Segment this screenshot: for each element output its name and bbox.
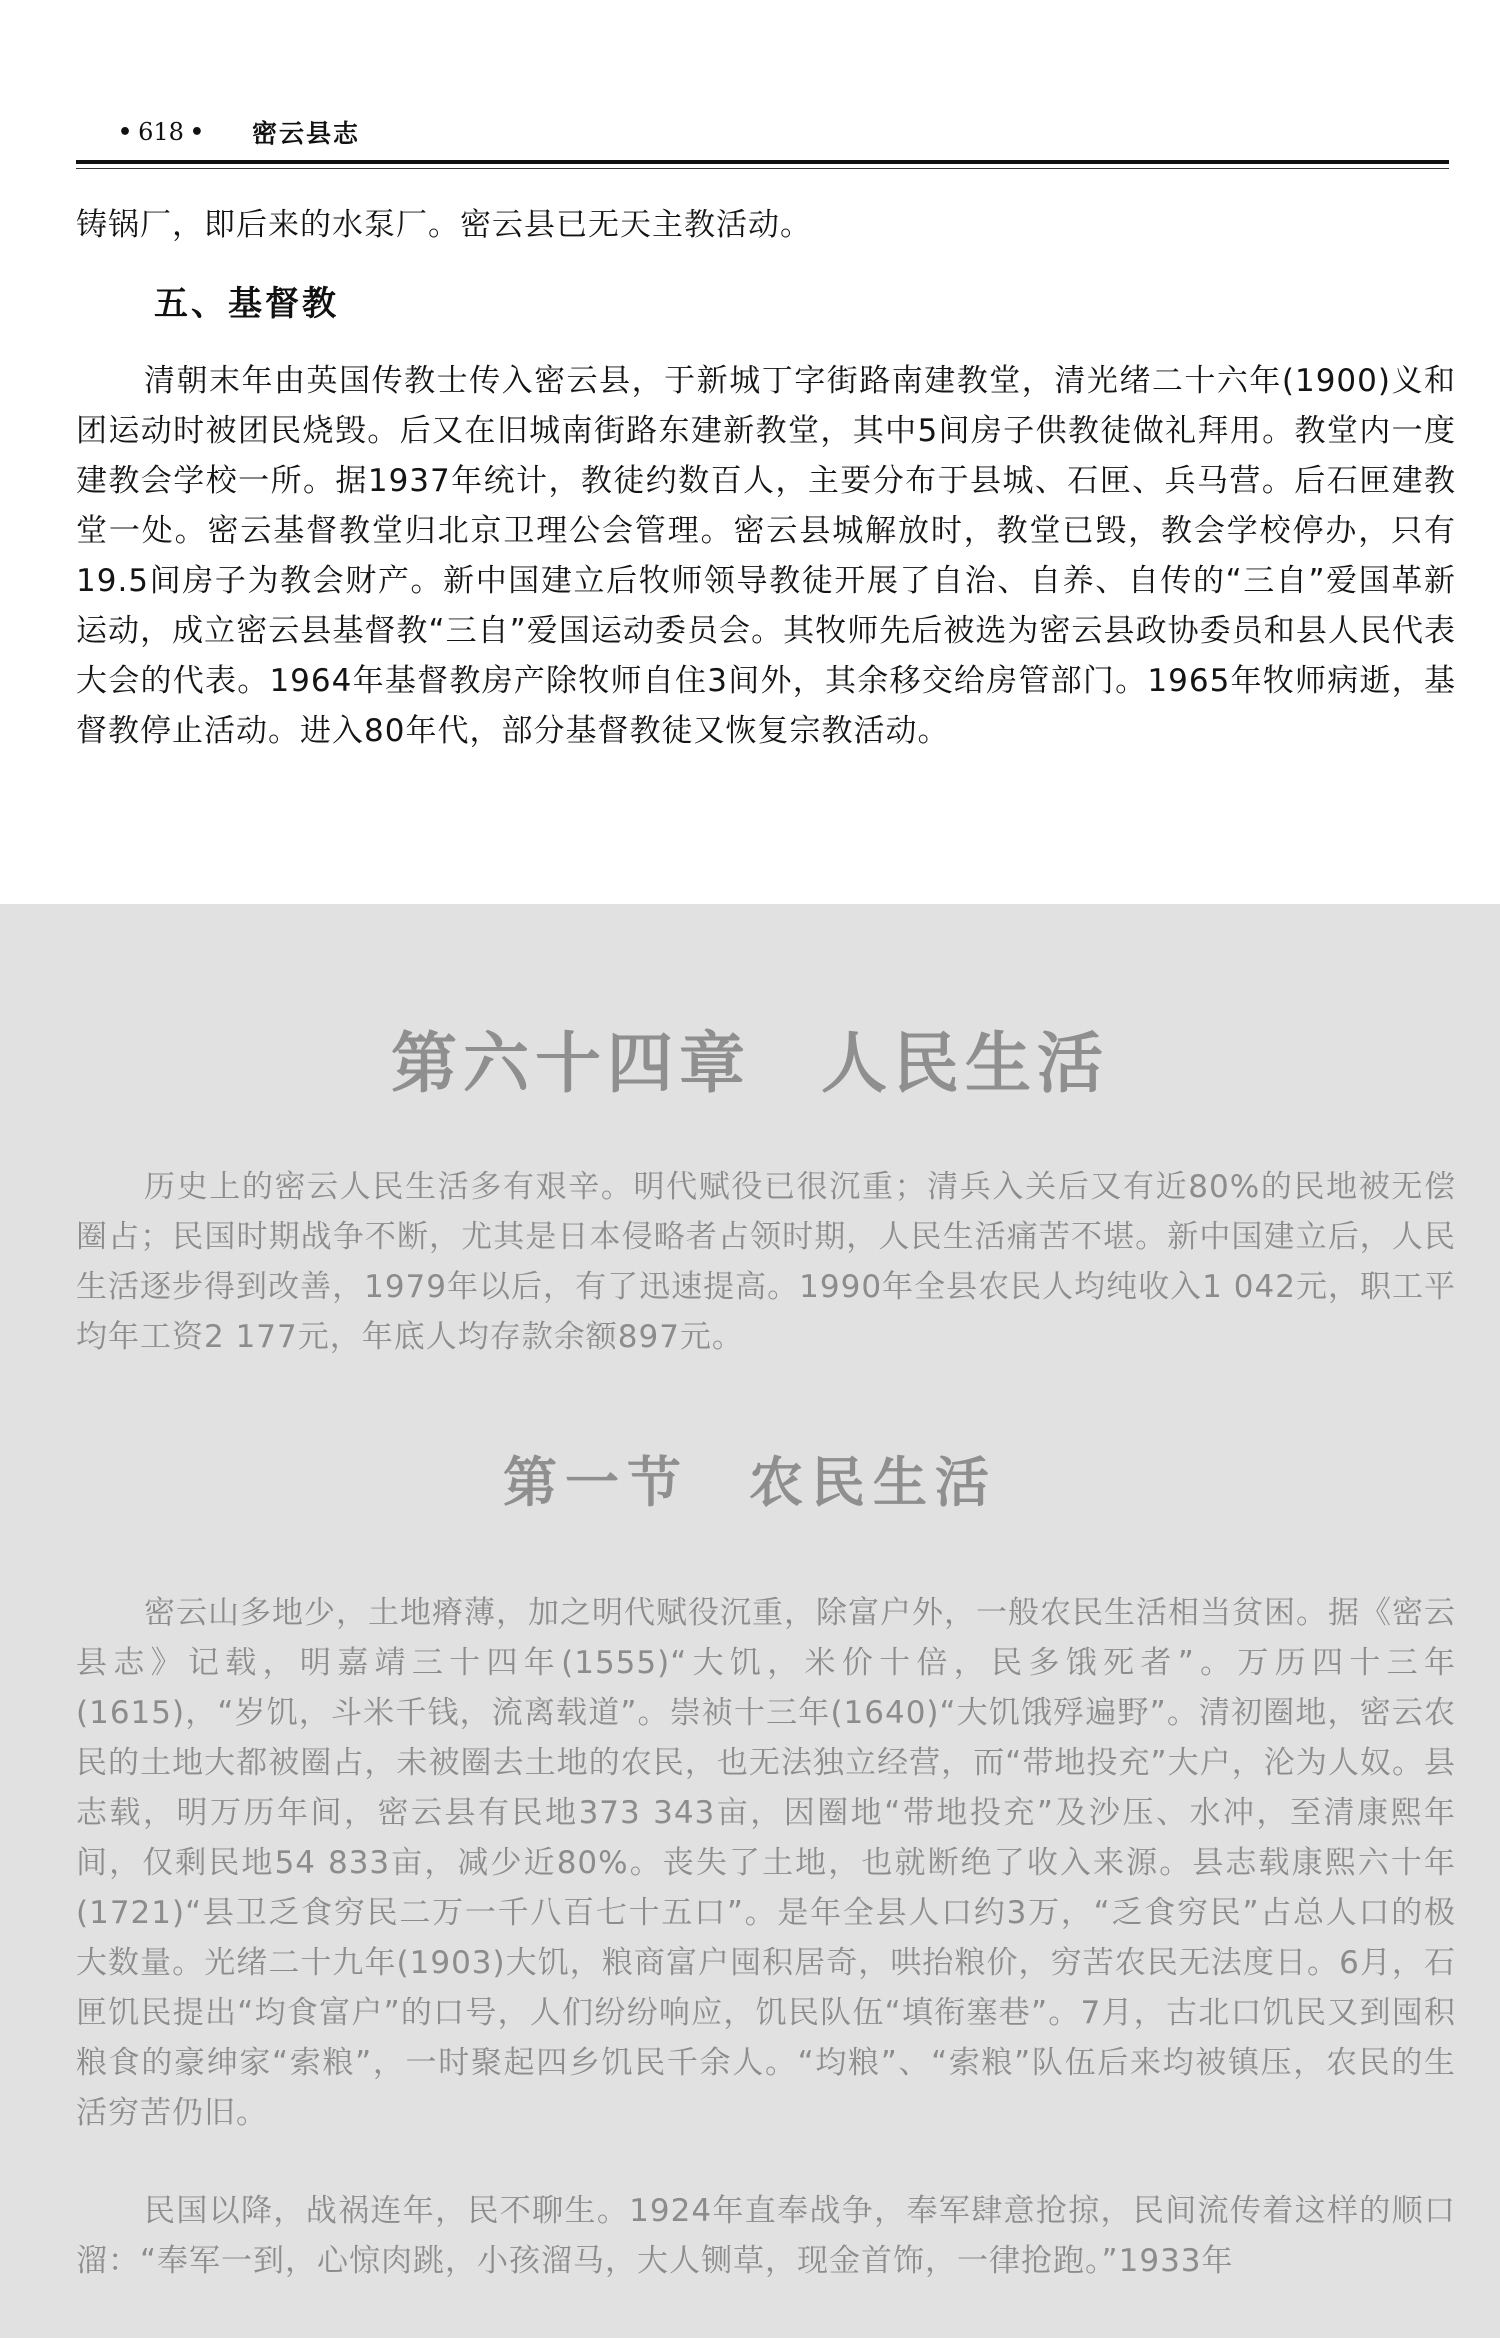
- farmer-life-paragraph-2: 民国以降，战祸连年，民不聊生。1924年直奉战争，奉军肆意抢掠，民间流传着这样的顺口溜：“奉军一到，心惊肉跳，小孩溜马，大人铡草，现金首饰，一律抢跑。”1933年: [76, 2193, 1456, 2279]
- book-title: 密云县志: [251, 119, 360, 148]
- chapter-name: 人民生活: [821, 1024, 1109, 1102]
- chapter-intro: 历史上的密云人民生活多有艰辛。明代赋役已很沉重；清兵入关后又有近80%的民地被无偿圈占；民国时期战争不断，尤其是日本侵略者占领时期，人民生活痛苦不堪。新中国建立后，人民生活逐步得到改善，1979年以后，有了迅速提高。1990年全县农民人均纯收入1 042元，职工平均年工资2 177元，年底人均存款余额897元。: [76, 1169, 1456, 1355]
- chapter-title: [0, 1010, 1500, 1105]
- farmer-life-paragraph-1: 密云山多地少，土地瘠薄，加之明代赋役沉重，除富户外，一般农民生活相当贫困。据《密云县志》记载，明嘉靖三十四年(1555)“大饥，米价十倍，民多饿死者”。万历四十三年(1615)，“岁饥，斗米千钱，流离载道”。崇祯十三年(1640)“大饥饿殍遍野”。清初圈地，密云农民的土地大都被圈占，未被圈去土地的农民，也无法独立经营，而“带地投充”大户，沦为人奴。县志载，明万历年间，密云县有民地373 343亩，因圈地“带地投充”及沙压、水冲，至清康熙年间，仅剩民地54 833亩，减少近80%。丧失了土地，也就断绝了收入来源。县志载康熙六十年(1721)“县卫乏食穷民二万一千八百七十五口”。是年全县人口约3万，“乏食穷民”占总人口的极大数量。光绪二十九年(1903)大饥，粮商富户囤积居奇，哄抬粮价，穷苦农民无法度日。6月，石匣饥民提出“均食富户”的口号，人们纷纷响应，饥民队伍“填衔塞巷”。7月，古北口饥民又到囤积粮食的豪绅家“索粮”，一时聚起四乡饥民千余人。“均粮”、“索粮”队伍后来均被镇压，农民的生活穷苦仍旧。: [76, 1595, 1456, 2131]
- section-title: [0, 1440, 1500, 1517]
- christianity-paragraph: 清朝末年由英国传教士传入密云县，于新城丁字街路南建教堂，清光绪二十六年(1900)义和团运动时被团民烧毁。后又在旧城南街路东建新教堂，其中5间房子供教徒做礼拜用。教堂内一度建教会学校一所。据1937年统计，教徒约数百人，主要分布于县城、石匣、兵马营。后石匣建教堂一处。密云基督教堂归北京卫理公会管理。密云县城解放时，教堂已毁，教会学校停办，只有19.5间房子为教会财产。新中国建立后牧师领导教徒开展了自治、自养、自传的“三自”爱国革新运动，成立密云县基督教“三自”爱国运动委员会。其牧师先后被选为密云县政协委员和县人民代表大会的代表。1964年基督教房产除牧师自住3间外，其余移交给房管部门。1965年牧师病逝，基督教停止活动。进入80年代，部分基督教徒又恢复宗教活动。: [76, 363, 1456, 749]
- section-number: 第一节: [503, 1450, 689, 1514]
- section-heading-christianity: 五、基督教: [154, 284, 339, 324]
- chapter-number: 第六十四章: [391, 1024, 751, 1102]
- section-name: 农民生活: [749, 1450, 997, 1514]
- header-rule-thick: [76, 160, 1449, 164]
- running-head: [112, 112, 360, 152]
- top-page-region: [0, 0, 1500, 904]
- bullet-dot: •: [118, 119, 133, 145]
- header-rule-thin: [76, 168, 1449, 169]
- page-number: 618: [138, 118, 184, 146]
- continuation-line: 铸锅厂，即后来的水泵厂。密云县已无天主教活动。: [76, 207, 812, 243]
- bullet-dot: •: [189, 119, 204, 145]
